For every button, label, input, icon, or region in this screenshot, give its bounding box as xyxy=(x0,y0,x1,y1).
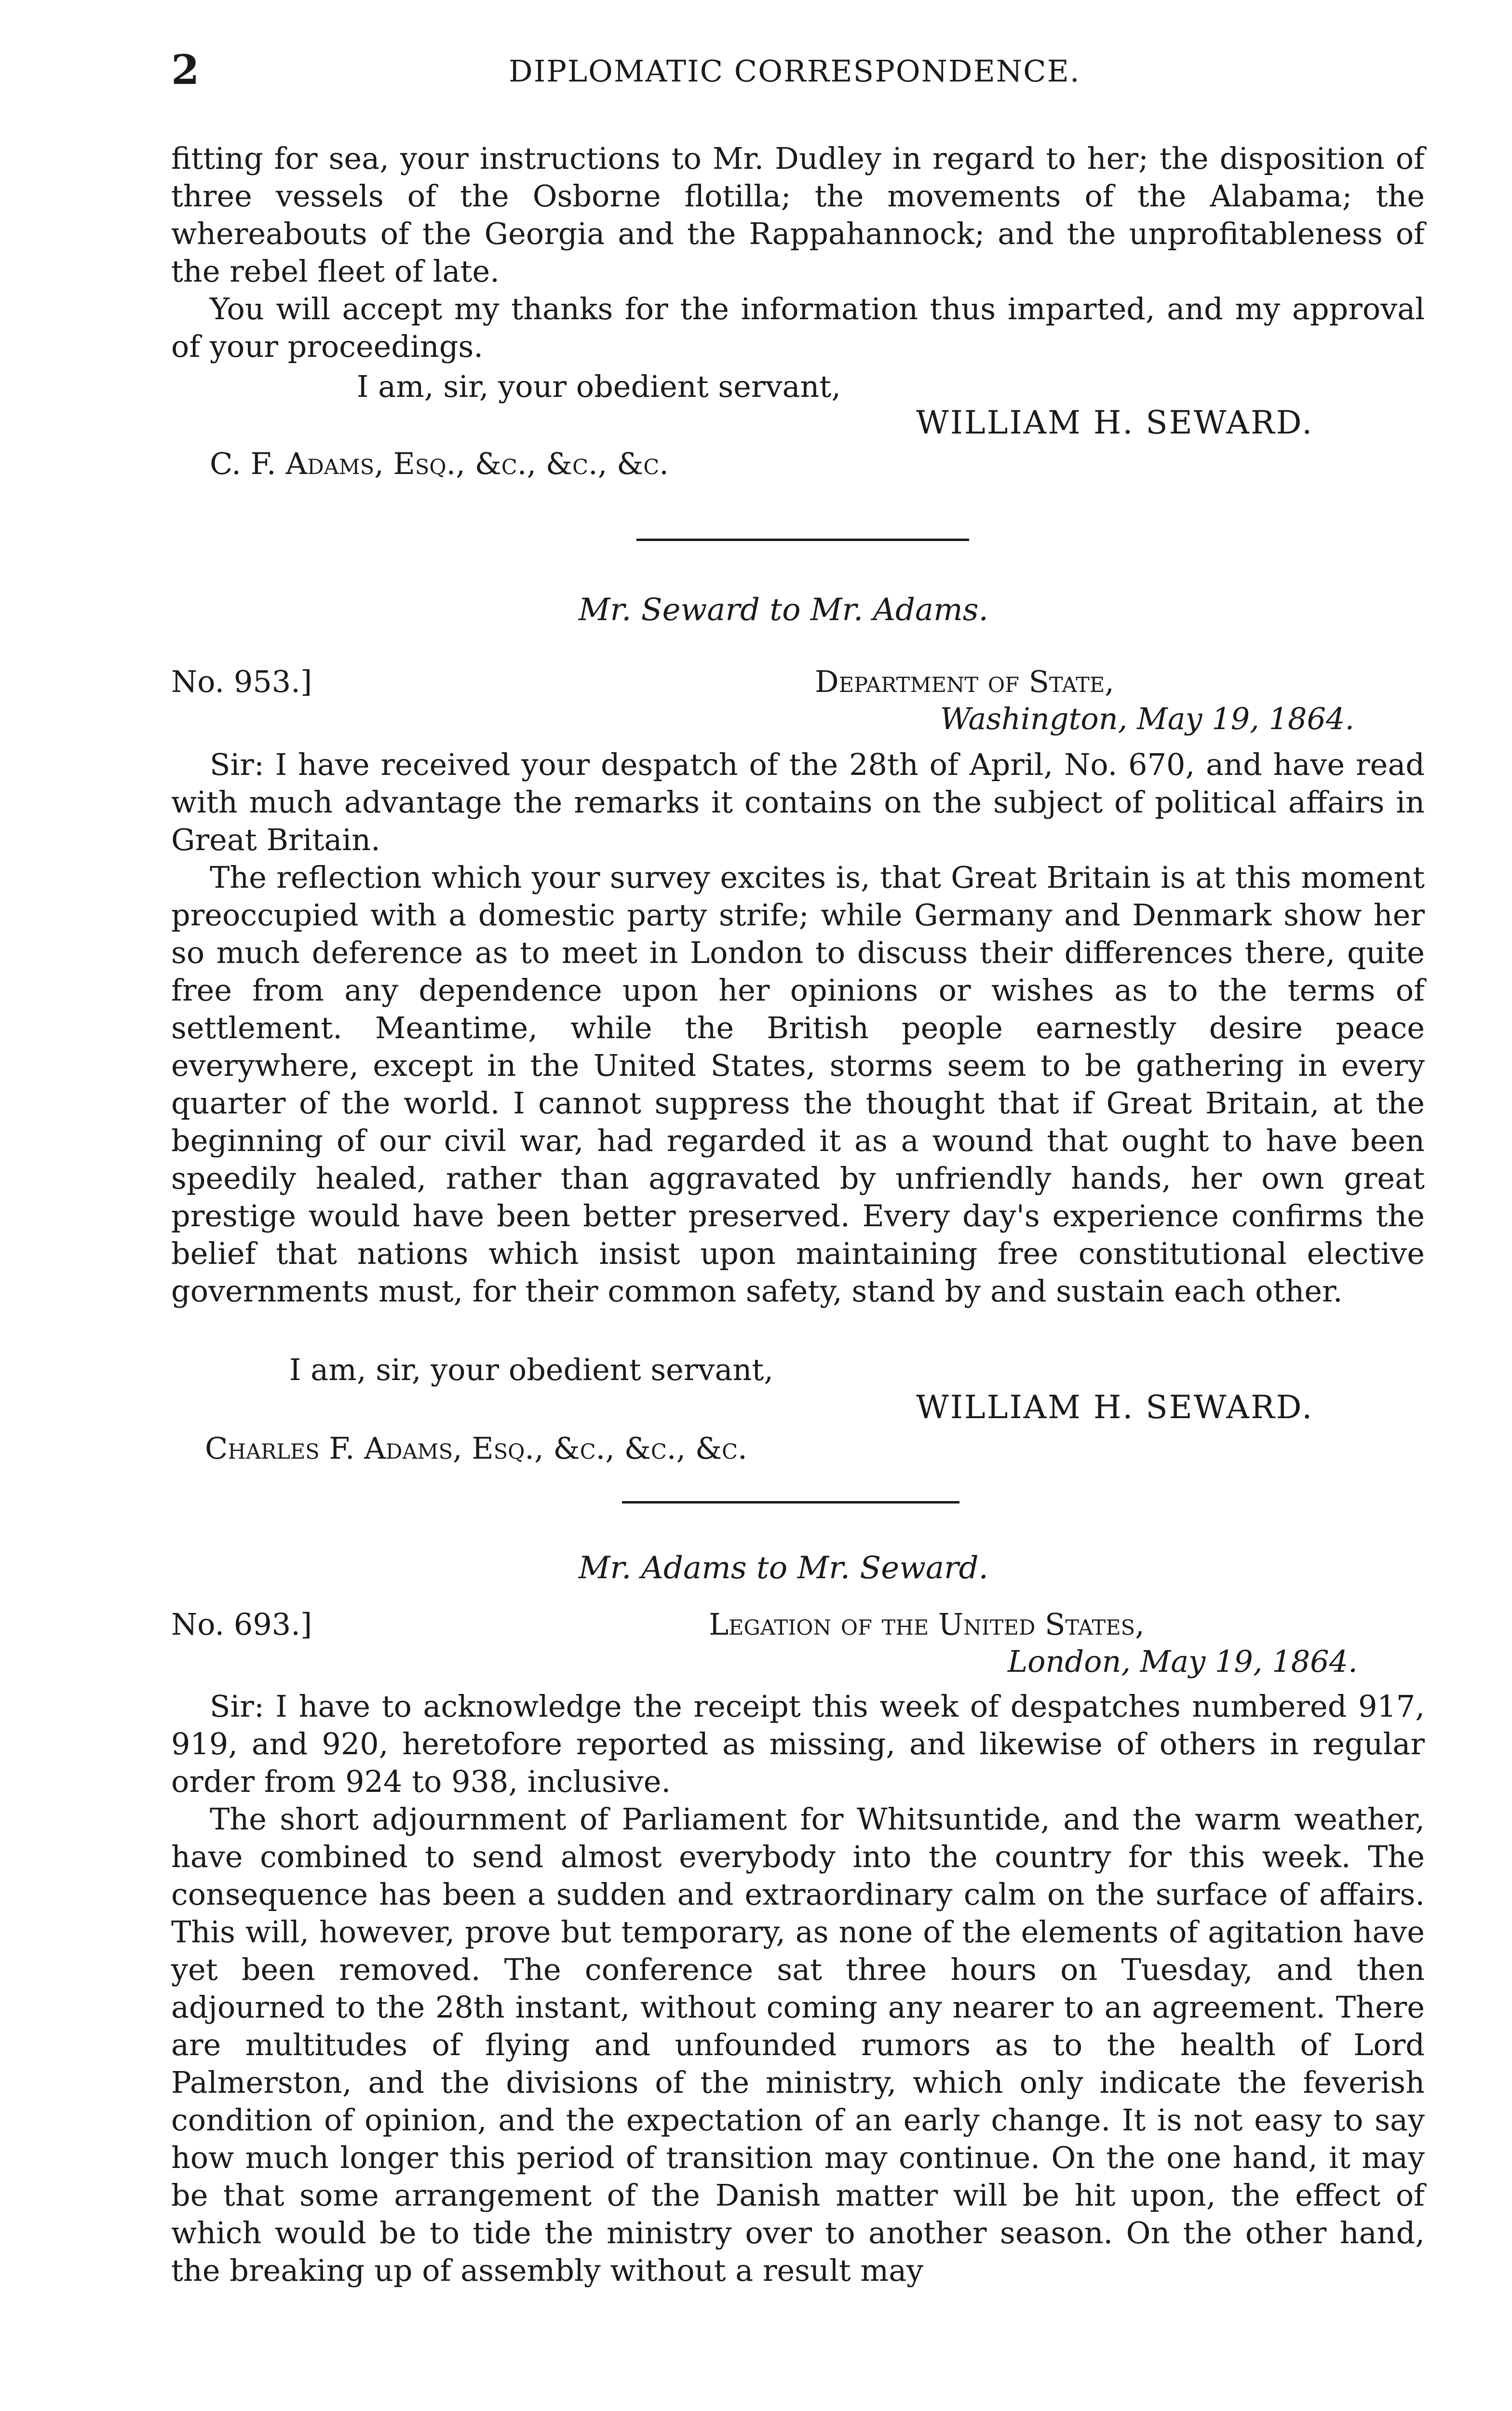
page-number: 2 xyxy=(171,46,200,94)
page-header xyxy=(171,46,1425,99)
letter3-number: No. 693.] xyxy=(171,1607,312,1642)
letter3-place-date-text: London, May 19, 1864. xyxy=(1008,1644,1358,1679)
letter3-legation: Legation of the United States, xyxy=(709,1607,1145,1642)
running-head: DIPLOMATIC CORRESPONDENCE. xyxy=(509,54,1080,89)
letter2-place-date-text: Washington, May 19, 1864. xyxy=(940,701,1355,736)
letter2-paragraph-2: The reflection which your survey excites is, that Great Britain is at this moment preoccupied with a domestic party strife; while Germany and Denmark show her so much deference as to meet in London to discuss their differences there, quite free from any dependence upon her opinions or wishes as to the terms of settlement. Meantime, while the British people earnestly desire peace everywhere, except in the United States, storms seem to be gathering in every quarter of the world. I cannot suppress the thought that if Great Britain, at the beginning of our civil war, had regarded it as a wound that ought to have been speedily healed, rather than aggravated by unfriendly hands, her own great prestige would have been better preserved. Every day's experience confirms the belief that nations which insist upon maintaining free constitutional elective governments must, for their common safety, stand by and sustain each other. xyxy=(171,860,1425,1309)
letter3-paragraph-2: The short adjournment of Parliament for Whitsuntide, and the warm weather, have combined to send almost everybody into the country for this week. The consequence has been a sudden and extraordinary calm on the surface of affairs. This will, however, prove but temporary, as none of the elements of agitation have yet been removed. The conference sat three hours on Tuesday, and then adjourned to the 28th instant, without coming any nearer to an agreement. There are multitudes of flying and unfounded rumors as to the health of Lord Palmerston, and the divisions of the ministry, which only indicate the feverish condition of opinion, and the expectation of an early change. It is not easy to say how much longer this period of transition may continue. On the one hand, it may be that some arrangement of the Danish matter will be hit upon, the effect of which would be to tide the ministry over to another season. On the other hand, the breaking up of assembly without a result may xyxy=(171,1801,1425,2288)
letter1-salutation: I am, sir, your obedient servant, xyxy=(357,369,841,404)
letter1-addressee: C. F. Adams, Esq., &c., &c., &c. xyxy=(210,446,669,481)
section-divider xyxy=(622,1501,959,1503)
letter3-place-date xyxy=(1008,1643,1358,1680)
letter1-closing-paragraph: You will accept my thanks for the information thus imparted, and my approval of your proceedings. xyxy=(171,291,1425,364)
letter2-addressee: Charles F. Adams, Esq., &c., &c., &c. xyxy=(205,1431,747,1466)
letter2-salutation: I am, sir, your obedient servant, xyxy=(289,1352,774,1387)
letter3-paragraph-1: Sir: I have to acknowledge the receipt this week of despatches numbered 917, 919, and 920, heretofore reported as missing, and likewise of others in regular order from 924 to 938, inclusive. xyxy=(171,1689,1425,1799)
letter1-body xyxy=(171,140,1425,366)
letter2-title: Mr. Seward to Mr. Adams. xyxy=(579,592,988,628)
letter2-department: Department of State, xyxy=(815,664,1114,699)
section-divider xyxy=(636,539,969,541)
letter2-number: No. 953.] xyxy=(171,664,312,699)
letter1-signature: WILLIAM H. SEWARD. xyxy=(916,404,1314,441)
letter1-tail-paragraph: fitting for sea, your instructions to Mr. Dudley in regard to her; the disposition of three vessels of the Osborne flotilla; the movements of the Alabama; the whereabouts of the Georgia and the Rappahannock; and the unprofitableness of the rebel fleet of late. xyxy=(171,141,1425,289)
letter3-body xyxy=(171,1688,1425,2289)
letter2-signature: WILLIAM H. SEWARD. xyxy=(916,1389,1314,1426)
letter2-place-date xyxy=(940,700,1354,738)
letter2-paragraph-1: Sir: I have received your despatch of the 28th of April, No. 670, and have read with much advantage the remarks it contains on the subject of political affairs in Great Britain. xyxy=(171,747,1425,857)
letter3-title: Mr. Adams to Mr. Seward. xyxy=(579,1550,988,1586)
letter2-body xyxy=(171,746,1425,1310)
